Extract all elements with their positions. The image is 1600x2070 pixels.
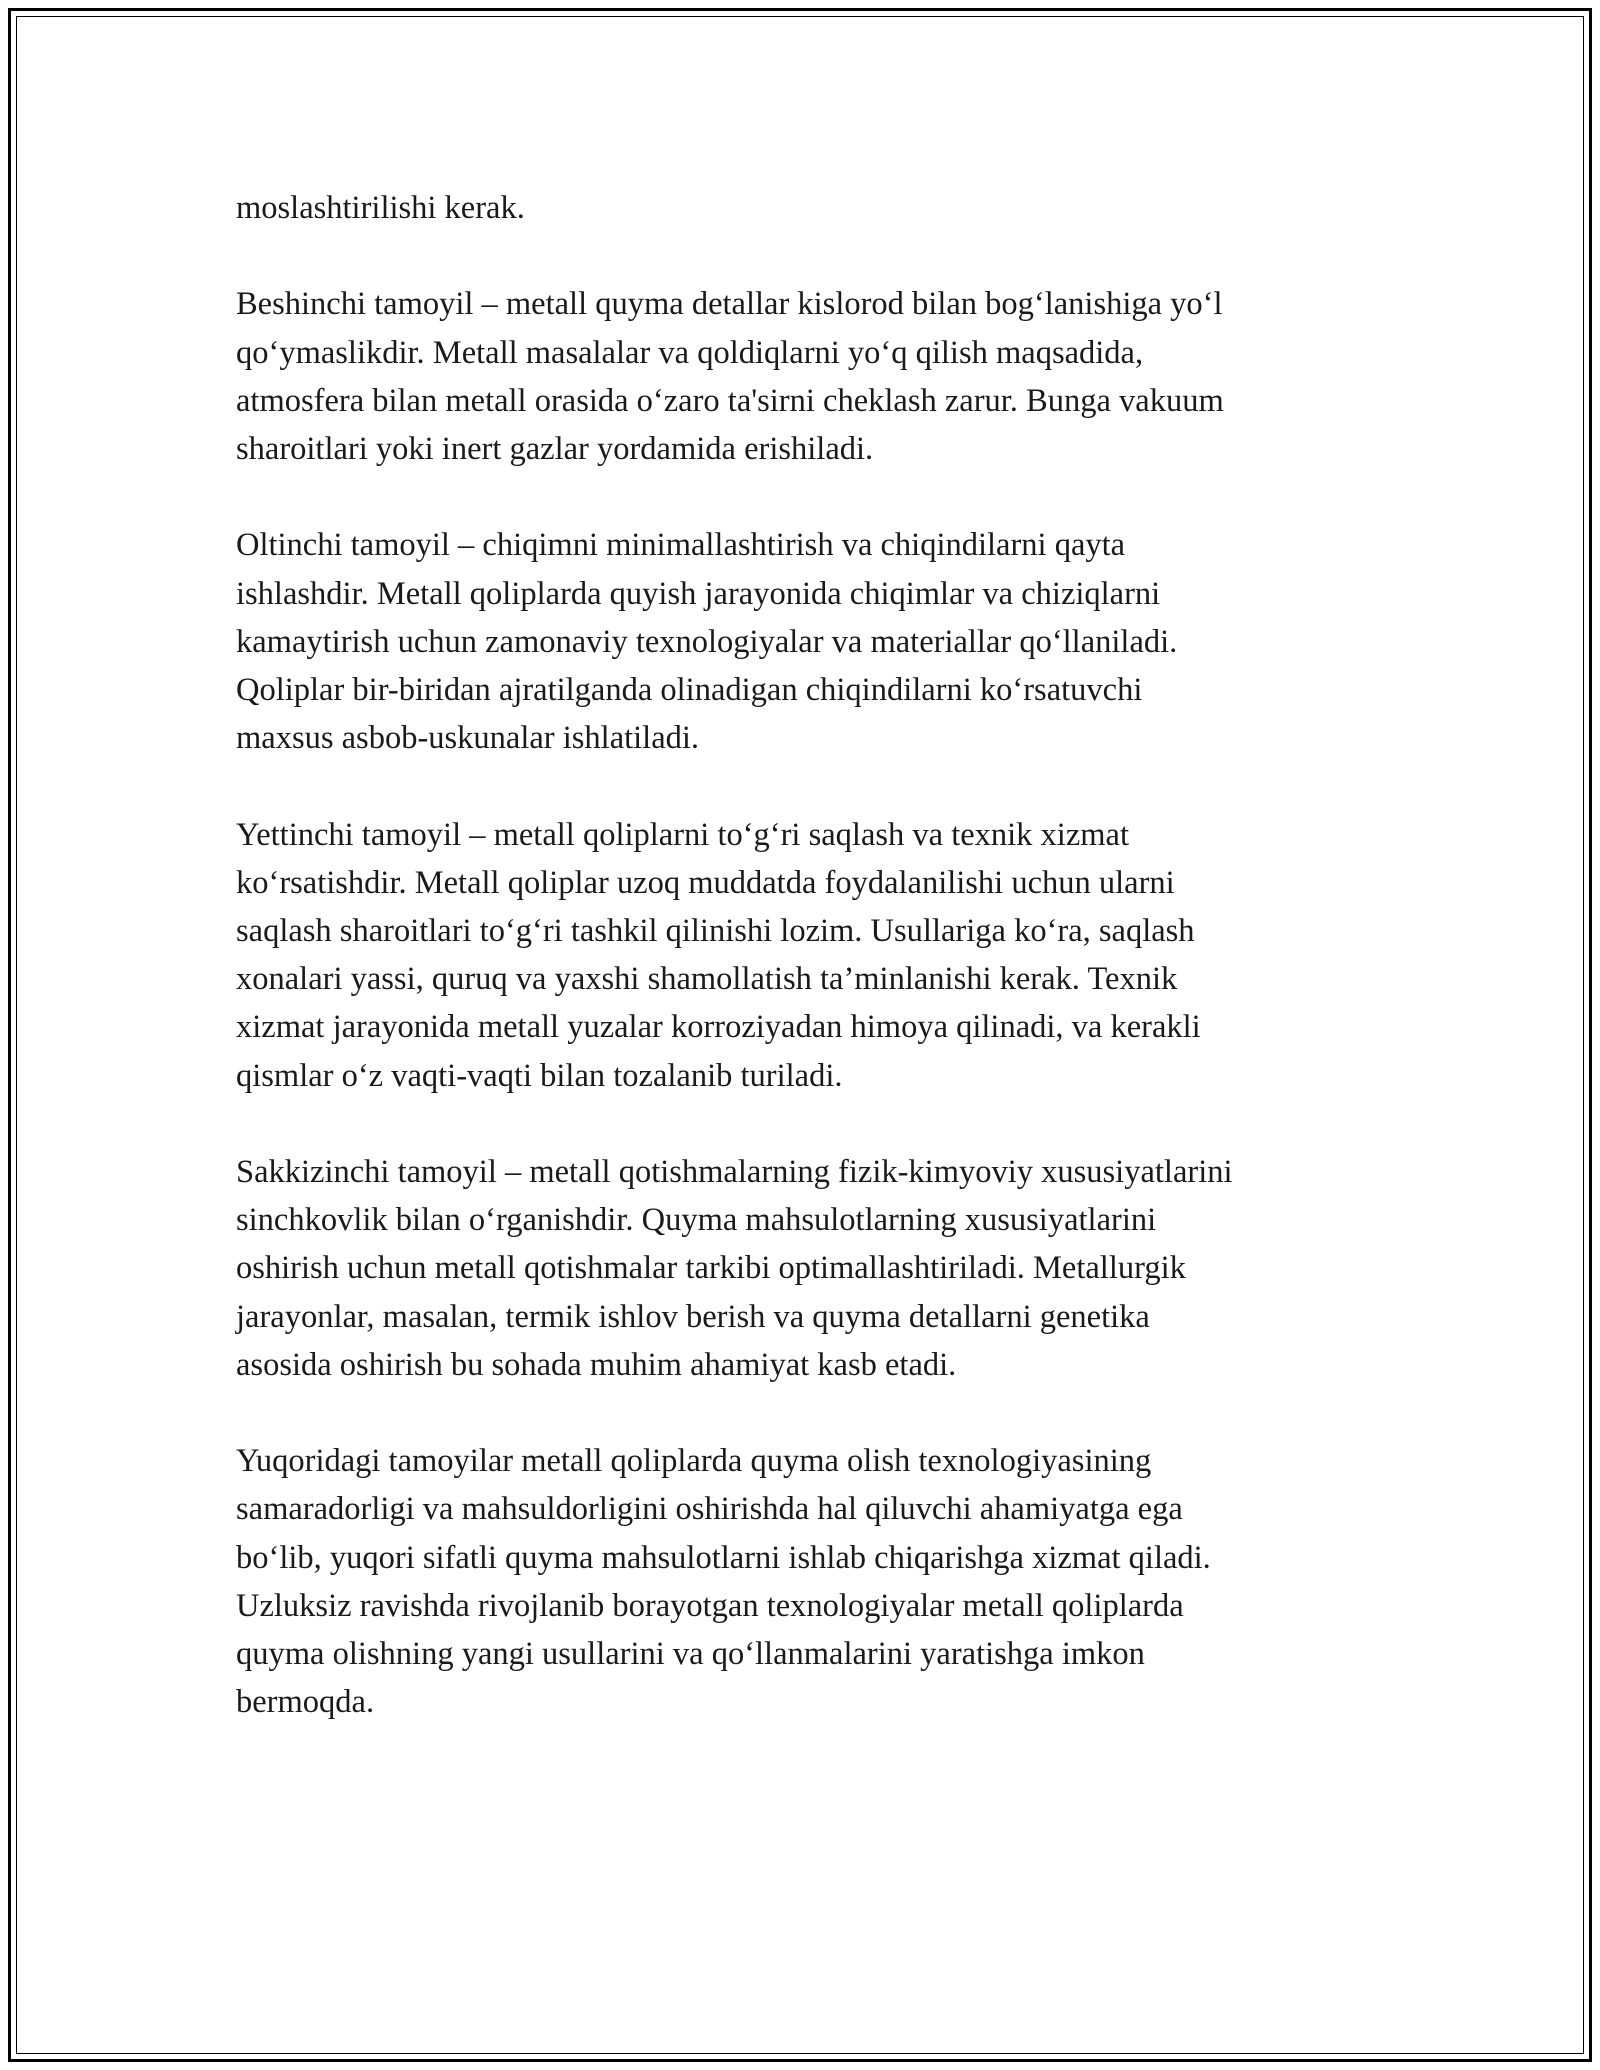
paragraph-seventh-principle: Yettinchi tamoyil – metall qoliplarni to‘g‘ri saqlash va texnik xizmat ko‘rsatishdir. Metall qoliplar uzoq muddatda foydalanilishi uchun ularni saqlash sharoitlari to‘g‘ri tashkil qilinishi lozim. Usullariga ko‘ra, saqlash xonalari yassi, quruq va yaxshi shamollatish ta’minlanishi kerak. Texnik xizmat jarayonida metall yuzalar korroziyadan himoya qilinadi, va kerakli qismlar o‘z vaqti-vaqti bilan tozalanib turiladi. <box>236 816 1201 1094</box>
paragraph-fifth-principle: Beshinchi tamoyil – metall quyma detallar kislorod bilan bog‘lanishiga yo‘l qo‘ymaslikdir. Metall masalalar va qoldiqlarni yo‘q qilish maqsadida, atmosfera bilan metall orasida o‘zaro ta'sirni cheklash zarur. Bunga vakuum sharoitlari yoki inert gazlar yordamida erishiladi. <box>236 286 1224 467</box>
paragraph-sixth-principle: Oltinchi tamoyil – chiqimni minimallashtirish va chiqindilarni qayta ishlashdir. Metall qoliplarda quyish jarayonida chiqimlar va chiziqlarni kamaytirish uchun zamonaviy texnologiyalar va materiallar qo‘llaniladi. Qoliplar bir-biridan ajratilganda olinadigan chiqindilarni ko‘rsatuvchi maxsus asbob-uskunalar ishlatiladi. <box>236 527 1178 757</box>
paragraph-eighth-principle: Sakkizinchi tamoyil – metall qotishmalarning fizik-kimyoviy xususiyatlarini sinchkovlik bilan o‘rganishdir. Quyma mahsulotlarning xususiyatlarini oshirish uchun metall qotishmalar tarkibi optimallashtiriladi. Metallurgik jarayonlar, masalan, termik ishlov berish va quyma detallarni genetika asosida oshirish bu sohada muhim ahamiyat kasb etadi. <box>236 1154 1233 1383</box>
paragraph-conclusion: Yuqoridagi tamoyilar metall qoliplarda quyma olish texnologiyasining samaradorligi va mahsuldorligini oshirishda hal qiluvchi ahamiyatga ega bo‘lib, yuqori sifatli quyma mahsulotlarni ishlab chiqarishga xizmat qiladi. Uzluksiz ravishda rivojlanib borayotgan texnologiyalar metall qoliplarda quyma olishning yangi usullarini va qo‘llanmalarini yaratishga imkon bermoqda. <box>236 1443 1211 1721</box>
paragraph-continuation: moslashtirilishi kerak. <box>236 190 525 226</box>
document-body <box>236 184 1366 1775</box>
